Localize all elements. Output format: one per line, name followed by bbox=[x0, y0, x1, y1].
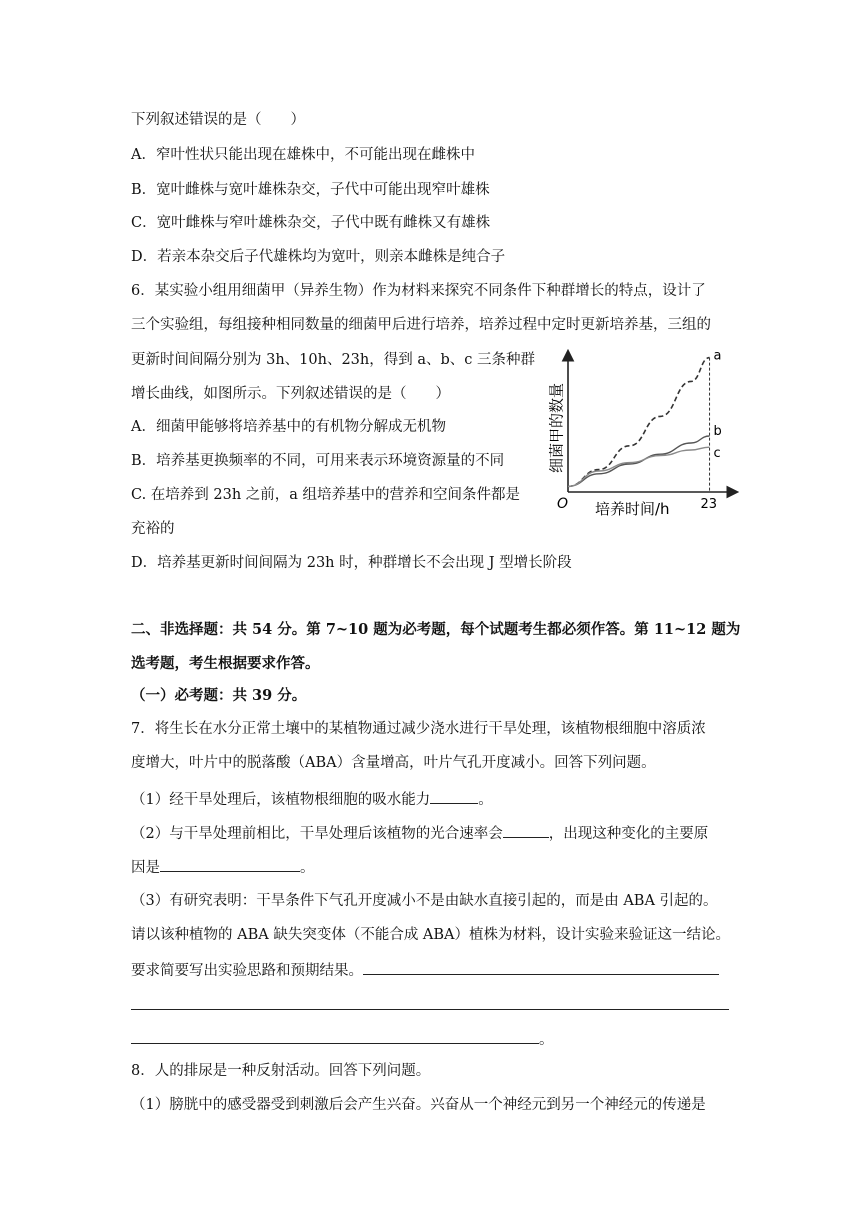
series-line-c bbox=[568, 447, 710, 486]
series-line-a bbox=[568, 358, 710, 487]
q6-stem-line: 三个实验组，每组接种相同数量的细菌甲后进行培养，培养过程中定时更新培养基，三组的 bbox=[131, 317, 711, 333]
answer-blank[interactable] bbox=[430, 788, 478, 804]
q6-stem-line: 6．某实验小组用细菌甲（异养生物）作为材料来探究不同条件下种群增长的特点，设计了 bbox=[131, 283, 706, 299]
q7-part2 bbox=[131, 822, 708, 844]
origin-label: O bbox=[557, 496, 569, 512]
q7-part2-text-b: ，出现这种变化的主要原 bbox=[548, 826, 709, 842]
q7-stem-line: 7．将生长在水分正常土壤中的某植物通过减少浇水进行干旱处理，该植物根细胞中溶质浓 bbox=[131, 721, 706, 737]
q7-part2-end: 。 bbox=[300, 860, 315, 876]
q7-stem-line: 度增大，叶片中的脱落酸（ABA）含量增高，叶片气孔开度减小。回答下列问题。 bbox=[131, 755, 656, 771]
q7-part1 bbox=[131, 788, 493, 810]
section2-subheading: （一）必考题：共 39 分。 bbox=[131, 687, 307, 704]
answer-blank[interactable] bbox=[131, 994, 729, 1010]
q6-stem-line: 更新时间间隔分别为 3h、10h、23h，得到 a、b、c 三条种群 bbox=[131, 352, 536, 368]
answer-blank[interactable] bbox=[160, 856, 300, 872]
q7-part1-text: （1）经干旱处理后，该植物根细胞的吸水能力 bbox=[131, 792, 431, 808]
answer-blank[interactable] bbox=[503, 822, 549, 838]
q7-part2-text: （2）与干旱处理前相比，干旱处理后该植物的光合速率会 bbox=[131, 826, 503, 842]
q5-option-a: A．窄叶性状只能出现在雄株中，不可能出现在雌株中 bbox=[131, 147, 475, 163]
y-axis-label: 细菌甲的数量 bbox=[547, 382, 566, 474]
q7-part3-line: 请以该种植物的 ABA 缺失突变体（不能合成 ABA）植株为材料，设计实验来验证这一结论。 bbox=[131, 927, 731, 943]
growth-curve-chart bbox=[548, 346, 748, 524]
q7-part2-text-c: 因是 bbox=[131, 860, 160, 876]
answer-blank[interactable] bbox=[131, 1028, 539, 1044]
q6-option-c-cont: 充裕的 bbox=[131, 521, 175, 537]
q5-option-b: B．宽叶雌株与宽叶雄株杂交，子代中可能出现窄叶雄株 bbox=[131, 182, 490, 198]
q7-answer-line bbox=[131, 1028, 554, 1050]
answer-blank[interactable] bbox=[363, 959, 719, 975]
series-label-a: a bbox=[713, 348, 722, 364]
q7-part3-line: （3）有研究表明：干旱条件下气孔开度减小不是由缺水直接引起的，而是由 ABA 引起的。 bbox=[131, 893, 718, 909]
x-axis-label: 培养时间/h bbox=[595, 500, 670, 518]
series-label-b: b bbox=[713, 424, 722, 439]
q7-part3-text: 要求简要写出实验思路和预期结果。 bbox=[131, 963, 363, 979]
q7-part1-end: 。 bbox=[478, 792, 493, 808]
growth-curve-figure bbox=[548, 346, 748, 524]
q6-option-c: C. 在培养到 23h 之前，a 组培养基中的营养和空间条件都是 bbox=[131, 487, 521, 503]
series-label-c: c bbox=[713, 446, 721, 462]
q8-stem: 8．人的排尿是一种反射活动。回答下列问题。 bbox=[131, 1063, 431, 1079]
q6-option-d: D．培养基更新时间间隔为 23h 时，种群增长不会出现 J 型增长阶段 bbox=[131, 555, 572, 571]
q7-part3-end: 。 bbox=[539, 1032, 554, 1048]
q6-option-b: B．培养基更换频率的不同，可用来表示环境资源量的不同 bbox=[131, 453, 505, 469]
q7-part3-line bbox=[131, 959, 719, 981]
q5-stem-tail: 下列叙述错误的是（ ） bbox=[131, 112, 305, 128]
section2-heading-cont: 选考题，考生根据要求作答。 bbox=[131, 655, 320, 672]
q8-part1: （1）膀胱中的感受器受到刺激后会产生兴奋。兴奋从一个神经元到另一个神经元的传递是 bbox=[131, 1097, 706, 1113]
q5-option-c: C．宽叶雌株与窄叶雄株杂交，子代中既有雌株又有雄株 bbox=[131, 215, 491, 231]
q6-option-a: A．细菌甲能够将培养基中的有机物分解成无机物 bbox=[131, 419, 446, 435]
x-tick-label: 23 bbox=[700, 497, 718, 512]
section2-heading: 二、非选择题：共 54 分。第 7~10 题为必考题，每个试题考生都必须作答。第 11~12 题为 bbox=[131, 621, 741, 638]
q6-stem-line: 增长曲线，如图所示。下列叙述错误的是（ ） bbox=[131, 386, 450, 402]
q7-part2-cont bbox=[131, 856, 315, 878]
q5-option-d: D．若亲本杂交后子代雄株均为宽叶，则亲本雌株是纯合子 bbox=[131, 249, 506, 265]
q7-answer-line bbox=[131, 994, 729, 1016]
